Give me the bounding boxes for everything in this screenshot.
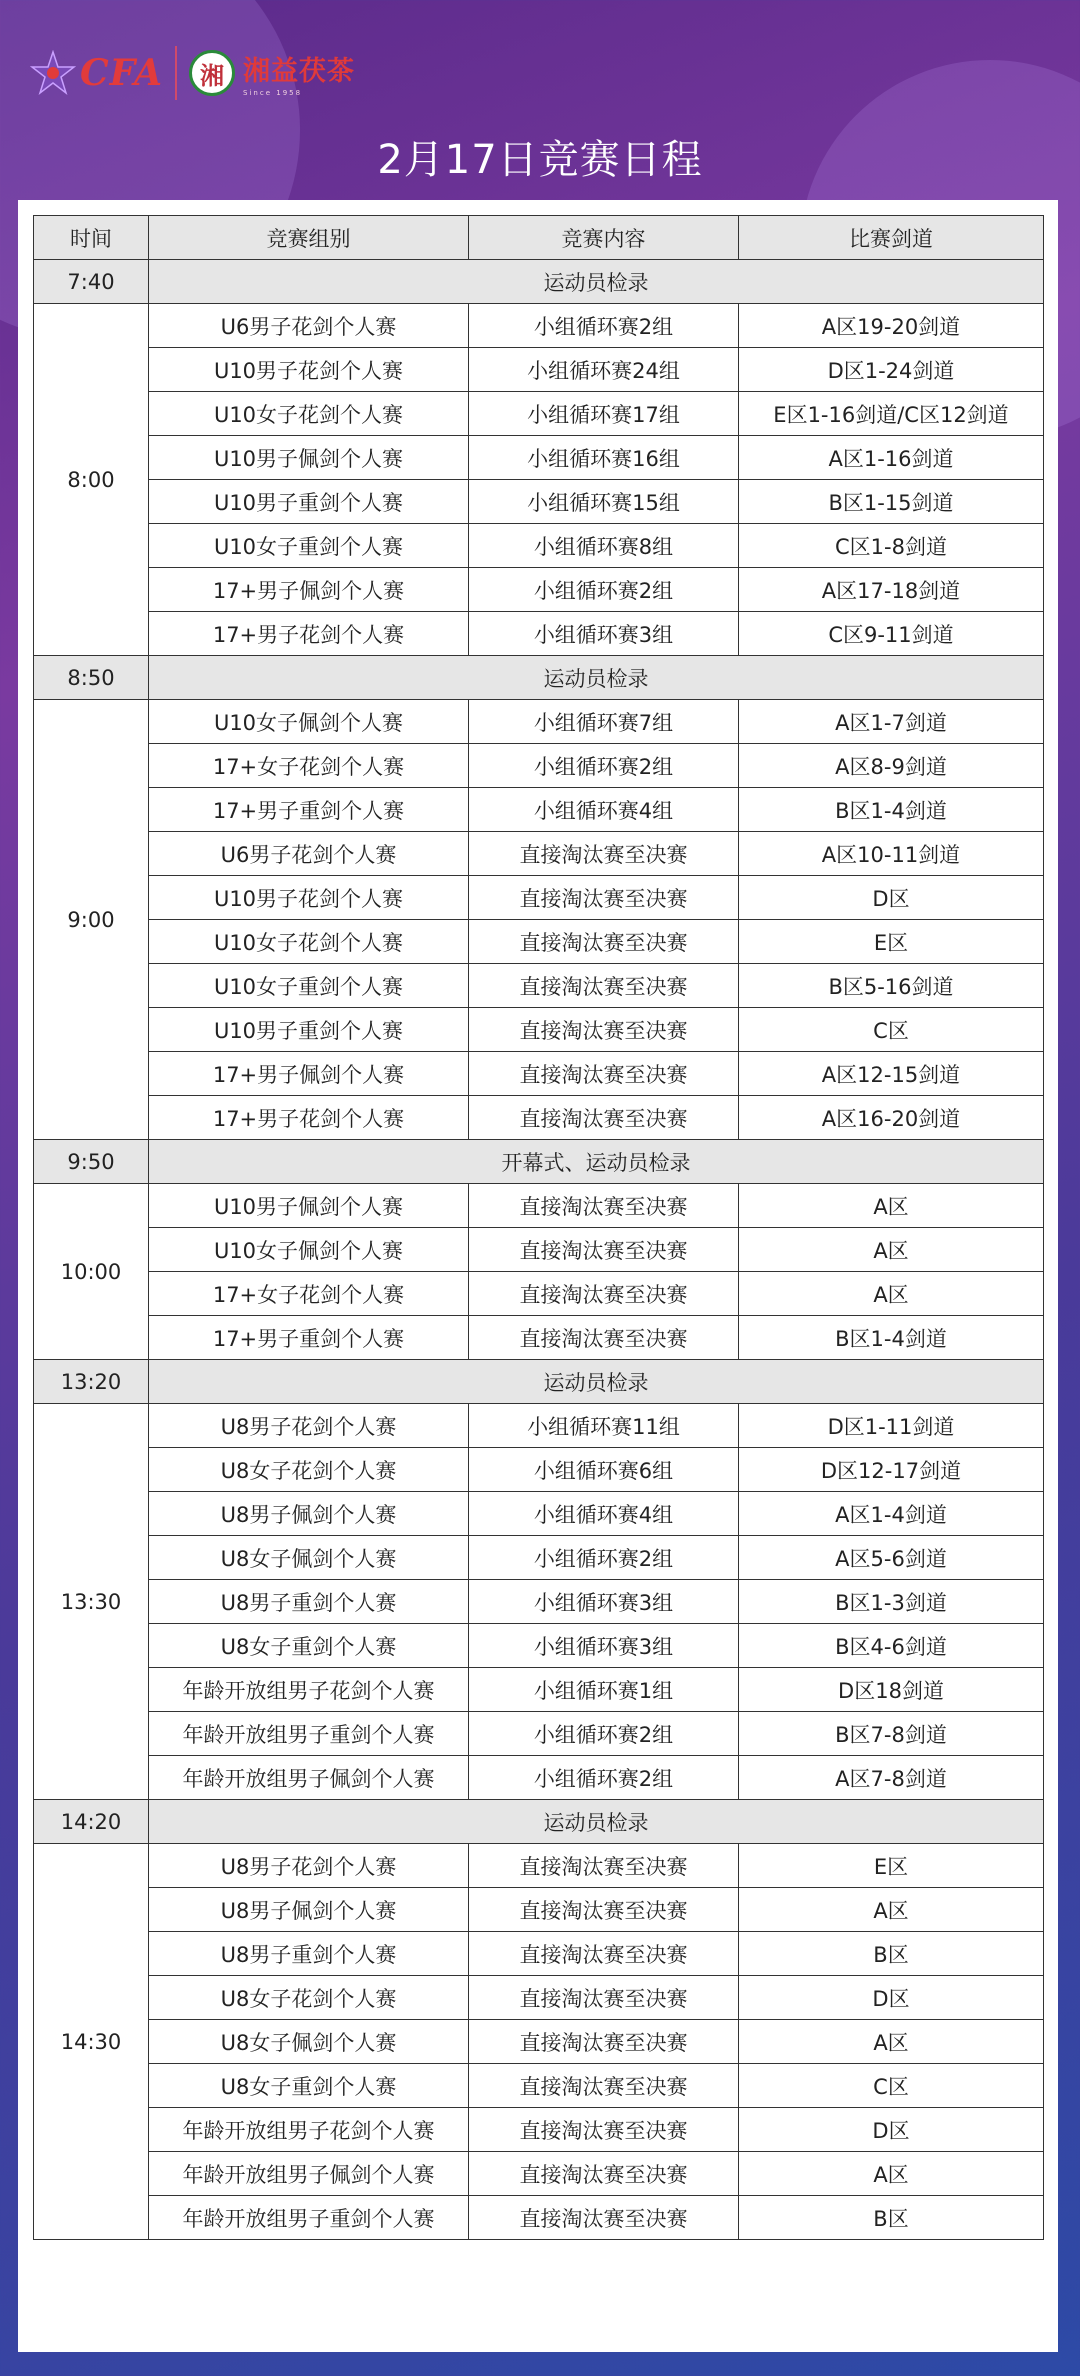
table-row	[34, 2108, 1044, 2152]
content-cell: 小组循环赛2组	[469, 1712, 739, 1756]
group-cell: U10女子佩剑个人赛	[149, 700, 469, 744]
group-cell: U8女子佩剑个人赛	[149, 2020, 469, 2064]
piste-cell: A区8-9剑道	[739, 744, 1044, 788]
time-cell: 8:50	[34, 656, 149, 700]
group-cell: 17+男子重剑个人赛	[149, 788, 469, 832]
tea-brand-seal-icon: 湘	[189, 50, 235, 96]
piste-cell: A区	[739, 1184, 1044, 1228]
table-row	[34, 920, 1044, 964]
group-cell: U10女子花剑个人赛	[149, 920, 469, 964]
group-cell: 年龄开放组男子佩剑个人赛	[149, 1756, 469, 1800]
group-cell: U6男子花剑个人赛	[149, 304, 469, 348]
content-cell: 直接淘汰赛至决赛	[469, 1888, 739, 1932]
content-cell: 直接淘汰赛至决赛	[469, 2020, 739, 2064]
table-header-row	[34, 216, 1044, 260]
piste-cell: D区	[739, 1976, 1044, 2020]
time-cell: 10:00	[34, 1184, 149, 1360]
tea-brand-name: 湘益茯茶	[243, 56, 356, 87]
content-cell: 小组循环赛7组	[469, 700, 739, 744]
table-row	[34, 832, 1044, 876]
event-label-cell: 运动员检录	[149, 1800, 1044, 1844]
page-title: 2月17日竞赛日程	[377, 137, 703, 183]
table-row	[34, 700, 1044, 744]
table-row	[34, 2196, 1044, 2240]
group-cell: U8女子佩剑个人赛	[149, 1536, 469, 1580]
schedule-card	[18, 200, 1058, 2352]
piste-cell: D区	[739, 2108, 1044, 2152]
content-cell: 小组循环赛17组	[469, 392, 739, 436]
table-row	[34, 1228, 1044, 1272]
time-cell: 8:00	[34, 304, 149, 656]
table-row	[34, 436, 1044, 480]
table-row	[34, 524, 1044, 568]
time-cell: 9:50	[34, 1140, 149, 1184]
piste-cell: A区10-11剑道	[739, 832, 1044, 876]
table-row	[34, 2152, 1044, 2196]
table-row	[34, 2064, 1044, 2108]
piste-cell: D区18剑道	[739, 1668, 1044, 1712]
content-cell: 直接淘汰赛至决赛	[469, 1096, 739, 1140]
table-row	[34, 1052, 1044, 1096]
piste-cell: A区19-20剑道	[739, 304, 1044, 348]
group-cell: U8女子花剑个人赛	[149, 1976, 469, 2020]
table-row	[34, 1668, 1044, 1712]
piste-cell: A区1-7剑道	[739, 700, 1044, 744]
sponsor-logo-bar	[30, 38, 355, 108]
group-cell: U8女子重剑个人赛	[149, 2064, 469, 2108]
group-cell: 17+女子花剑个人赛	[149, 1272, 469, 1316]
piste-cell: C区9-11剑道	[739, 612, 1044, 656]
content-cell: 小组循环赛2组	[469, 304, 739, 348]
group-cell: U10男子佩剑个人赛	[149, 1184, 469, 1228]
group-cell: 年龄开放组男子重剑个人赛	[149, 1712, 469, 1756]
column-header-content: 竞赛内容	[469, 216, 739, 260]
content-cell: 小组循环赛3组	[469, 612, 739, 656]
table-row	[34, 1712, 1044, 1756]
piste-cell: C区1-8剑道	[739, 524, 1044, 568]
piste-cell: B区	[739, 2196, 1044, 2240]
content-cell: 小组循环赛4组	[469, 1492, 739, 1536]
content-cell: 小组循环赛3组	[469, 1624, 739, 1668]
piste-cell: A区	[739, 2152, 1044, 2196]
piste-cell: A区	[739, 1272, 1044, 1316]
column-header-time: 时间	[34, 216, 149, 260]
group-cell: U8男子佩剑个人赛	[149, 1492, 469, 1536]
piste-cell: B区4-6剑道	[739, 1624, 1044, 1668]
group-cell: U10男子重剑个人赛	[149, 480, 469, 524]
content-cell: 直接淘汰赛至决赛	[469, 832, 739, 876]
group-cell: 17+男子佩剑个人赛	[149, 568, 469, 612]
table-row	[34, 1580, 1044, 1624]
table-row	[34, 1492, 1044, 1536]
content-cell: 直接淘汰赛至决赛	[469, 1184, 739, 1228]
content-cell: 小组循环赛2组	[469, 568, 739, 612]
content-cell: 直接淘汰赛至决赛	[469, 1052, 739, 1096]
piste-cell: A区	[739, 2020, 1044, 2064]
piste-cell: A区16-20剑道	[739, 1096, 1044, 1140]
piste-cell: A区1-16剑道	[739, 436, 1044, 480]
group-cell: 年龄开放组男子花剑个人赛	[149, 1668, 469, 1712]
content-cell: 直接淘汰赛至决赛	[469, 2064, 739, 2108]
time-cell: 7:40	[34, 260, 149, 304]
table-row	[34, 1756, 1044, 1800]
piste-cell: A区5-6剑道	[739, 1536, 1044, 1580]
group-cell: 年龄开放组男子花剑个人赛	[149, 2108, 469, 2152]
content-cell: 小组循环赛4组	[469, 788, 739, 832]
piste-cell: B区1-3剑道	[739, 1580, 1044, 1624]
content-cell: 小组循环赛15组	[469, 480, 739, 524]
table-row	[34, 1448, 1044, 1492]
tea-brand-tagline: Since 1958	[243, 89, 303, 97]
content-cell: 直接淘汰赛至决赛	[469, 1932, 739, 1976]
column-header-group: 竞赛组别	[149, 216, 469, 260]
group-cell: U10男子花剑个人赛	[149, 876, 469, 920]
group-cell: U10男子重剑个人赛	[149, 1008, 469, 1052]
table-row	[34, 1272, 1044, 1316]
piste-cell: B区5-16剑道	[739, 964, 1044, 1008]
table-row	[34, 348, 1044, 392]
checkin-row	[34, 1140, 1044, 1184]
content-cell: 直接淘汰赛至决赛	[469, 1228, 739, 1272]
piste-cell: C区	[739, 2064, 1044, 2108]
content-cell: 直接淘汰赛至决赛	[469, 920, 739, 964]
piste-cell: A区7-8剑道	[739, 1756, 1044, 1800]
piste-cell: B区1-4剑道	[739, 1316, 1044, 1360]
table-row	[34, 1096, 1044, 1140]
group-cell: 17+男子花剑个人赛	[149, 1096, 469, 1140]
content-cell: 直接淘汰赛至决赛	[469, 2196, 739, 2240]
group-cell: U8男子花剑个人赛	[149, 1844, 469, 1888]
event-label-cell: 运动员检录	[149, 1360, 1044, 1404]
group-cell: U8男子佩剑个人赛	[149, 1888, 469, 1932]
table-row	[34, 1184, 1044, 1228]
group-cell: U8男子花剑个人赛	[149, 1404, 469, 1448]
content-cell: 小组循环赛8组	[469, 524, 739, 568]
piste-cell: B区1-4剑道	[739, 788, 1044, 832]
group-cell: 17+男子重剑个人赛	[149, 1316, 469, 1360]
table-row	[34, 1844, 1044, 1888]
time-cell: 13:30	[34, 1404, 149, 1800]
group-cell: U10男子佩剑个人赛	[149, 436, 469, 480]
group-cell: U10女子佩剑个人赛	[149, 1228, 469, 1272]
content-cell: 小组循环赛3组	[469, 1580, 739, 1624]
piste-cell: D区1-24剑道	[739, 348, 1044, 392]
group-cell: 17+男子花剑个人赛	[149, 612, 469, 656]
group-cell: U10女子花剑个人赛	[149, 392, 469, 436]
checkin-row	[34, 1800, 1044, 1844]
time-cell: 14:20	[34, 1800, 149, 1844]
checkin-row	[34, 656, 1044, 700]
time-cell: 14:30	[34, 1844, 149, 2240]
group-cell: 17+女子花剑个人赛	[149, 744, 469, 788]
piste-cell: B区	[739, 1932, 1044, 1976]
piste-cell: E区	[739, 920, 1044, 964]
cfa-logo-text: CFA	[80, 52, 164, 94]
checkin-row	[34, 1360, 1044, 1404]
content-cell: 直接淘汰赛至决赛	[469, 1272, 739, 1316]
table-row	[34, 304, 1044, 348]
table-row	[34, 612, 1044, 656]
piste-cell: E区1-16剑道/C区12剑道	[739, 392, 1044, 436]
table-row	[34, 1888, 1044, 1932]
group-cell: 年龄开放组男子佩剑个人赛	[149, 2152, 469, 2196]
content-cell: 直接淘汰赛至决赛	[469, 876, 739, 920]
content-cell: 小组循环赛2组	[469, 1536, 739, 1580]
table-row	[34, 788, 1044, 832]
event-label-cell: 运动员检录	[149, 260, 1044, 304]
group-cell: U10男子花剑个人赛	[149, 348, 469, 392]
event-label-cell: 开幕式、运动员检录	[149, 1140, 1044, 1184]
content-cell: 直接淘汰赛至决赛	[469, 1844, 739, 1888]
cfa-star-icon	[30, 50, 76, 96]
table-row	[34, 2020, 1044, 2064]
group-cell: U8男子重剑个人赛	[149, 1580, 469, 1624]
group-cell: U8女子花剑个人赛	[149, 1448, 469, 1492]
piste-cell: A区	[739, 1228, 1044, 1272]
group-cell: 17+男子佩剑个人赛	[149, 1052, 469, 1096]
piste-cell: A区17-18剑道	[739, 568, 1044, 612]
table-row	[34, 964, 1044, 1008]
schedule-body	[34, 260, 1044, 2240]
table-row	[34, 480, 1044, 524]
table-row	[34, 1624, 1044, 1668]
time-cell: 9:00	[34, 700, 149, 1140]
content-cell: 小组循环赛16组	[469, 436, 739, 480]
table-row	[34, 1536, 1044, 1580]
piste-cell: B区7-8剑道	[739, 1712, 1044, 1756]
piste-cell: A区12-15剑道	[739, 1052, 1044, 1096]
content-cell: 直接淘汰赛至决赛	[469, 964, 739, 1008]
piste-cell: C区	[739, 1008, 1044, 1052]
table-row	[34, 1316, 1044, 1360]
content-cell: 小组循环赛2组	[469, 1756, 739, 1800]
table-row	[34, 744, 1044, 788]
table-row	[34, 1008, 1044, 1052]
table-row	[34, 1976, 1044, 2020]
content-cell: 小组循环赛6组	[469, 1448, 739, 1492]
content-cell: 直接淘汰赛至决赛	[469, 2152, 739, 2196]
table-row	[34, 392, 1044, 436]
piste-cell: A区1-4剑道	[739, 1492, 1044, 1536]
content-cell: 小组循环赛11组	[469, 1404, 739, 1448]
piste-cell: B区1-15剑道	[739, 480, 1044, 524]
event-label-cell: 运动员检录	[149, 656, 1044, 700]
content-cell: 小组循环赛24组	[469, 348, 739, 392]
group-cell: U8女子重剑个人赛	[149, 1624, 469, 1668]
content-cell: 直接淘汰赛至决赛	[469, 1008, 739, 1052]
content-cell: 直接淘汰赛至决赛	[469, 1316, 739, 1360]
table-row	[34, 876, 1044, 920]
group-cell: 年龄开放组男子重剑个人赛	[149, 2196, 469, 2240]
time-cell: 13:20	[34, 1360, 149, 1404]
group-cell: U8男子重剑个人赛	[149, 1932, 469, 1976]
group-cell: U10女子重剑个人赛	[149, 964, 469, 1008]
content-cell: 直接淘汰赛至决赛	[469, 2108, 739, 2152]
content-cell: 小组循环赛1组	[469, 1668, 739, 1712]
group-cell: U6男子花剑个人赛	[149, 832, 469, 876]
table-row	[34, 568, 1044, 612]
piste-cell: A区	[739, 1888, 1044, 1932]
piste-cell: D区	[739, 876, 1044, 920]
column-header-piste: 比赛剑道	[739, 216, 1044, 260]
table-row	[34, 1404, 1044, 1448]
content-cell: 小组循环赛2组	[469, 744, 739, 788]
checkin-row	[34, 260, 1044, 304]
group-cell: U10女子重剑个人赛	[149, 524, 469, 568]
piste-cell: D区12-17剑道	[739, 1448, 1044, 1492]
content-cell: 直接淘汰赛至决赛	[469, 1976, 739, 2020]
schedule-table	[33, 215, 1044, 2240]
piste-cell: E区	[739, 1844, 1044, 1888]
table-row	[34, 1932, 1044, 1976]
logo-divider	[175, 46, 177, 100]
piste-cell: D区1-11剑道	[739, 1404, 1044, 1448]
